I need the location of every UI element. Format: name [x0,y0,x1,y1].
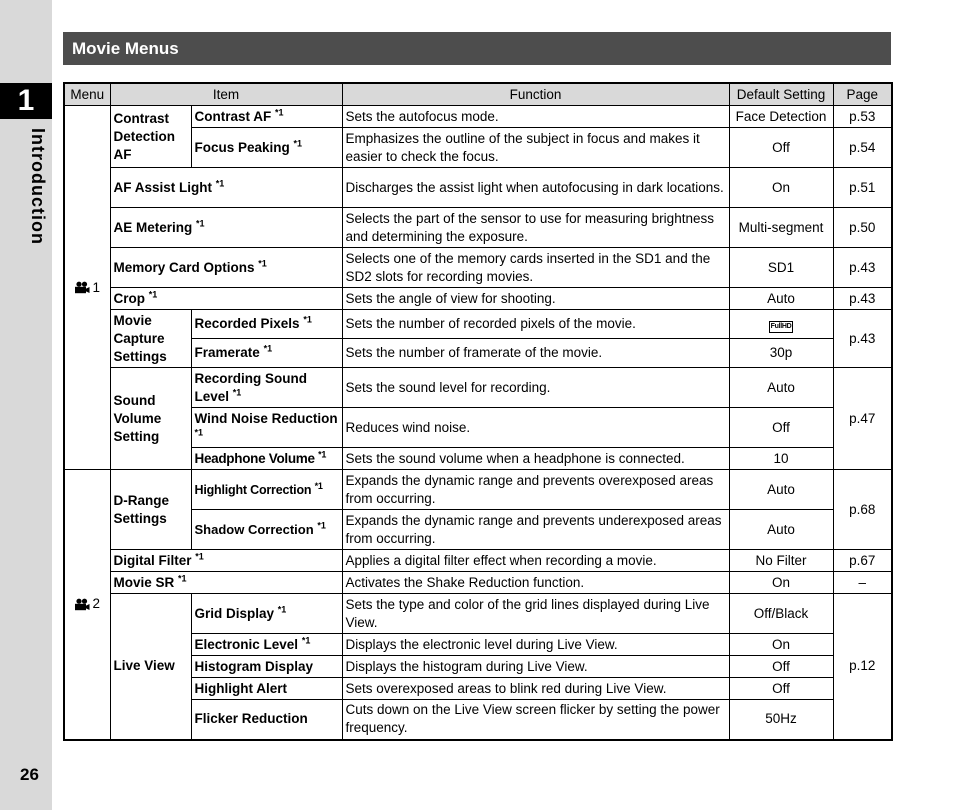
default-cell: Multi-segment [729,208,833,248]
function-cell: Sets the sound volume when a headphone is connected. [342,448,729,470]
default-cell: On [729,634,833,656]
item-cell [191,448,342,470]
item-label: Digital Filter [113,552,192,568]
default-cell: Off [729,128,833,168]
footnote-mark: *1 [317,520,326,531]
item-cell [191,408,342,448]
item-cell [191,656,342,678]
full-hd-icon: FullHD [769,321,794,333]
footnote-mark: *1 [318,449,327,459]
item-cell [191,339,342,368]
menu-cell-movie-1 [64,106,110,470]
item-label: Highlight Correction [194,482,312,497]
item-cell [191,470,342,510]
item-cell [110,288,342,310]
group-live-view: Live View [110,594,191,740]
item-label: Recorded Pixels [194,316,300,331]
default-cell: Off/Black [729,594,833,634]
default-cell: SD1 [729,248,833,288]
footnote-mark: *1 [303,314,312,325]
item-label: Memory Card Options [113,259,255,275]
default-cell: 10 [729,448,833,470]
footnote-mark: *1 [275,107,284,117]
item-label: Contrast AF [194,108,272,124]
function-cell: Sets the number of recorded pixels of the movie. [342,310,729,339]
function-cell: Cuts down on the Live View screen flicker by setting the power frequency. [342,700,729,740]
footnote-mark: *1 [263,343,273,354]
item-cell [191,634,342,656]
default-cell: Off [729,656,833,678]
function-cell: Sets the type and color of the grid lines displayed during Live View. [342,594,729,634]
page-cell: p.54 [833,128,892,168]
footnote-mark: *1 [148,289,158,299]
page-cell: p.53 [833,106,892,128]
item-label: AE Metering [113,219,193,235]
table-row [64,368,892,408]
default-cell: 30p [729,339,833,368]
default-cell: On [729,572,833,594]
table-row [64,248,892,288]
function-cell: Selects the part of the sensor to use for measuring brightness and determining the exposure. [342,208,729,248]
item-label: Histogram Display [194,658,314,674]
page-cell: p.68 [833,470,892,550]
default-cell: 50Hz [729,700,833,740]
table-row [64,594,892,634]
footnote-mark: *1 [277,604,287,614]
footnote-mark: *1 [178,573,187,583]
footnote-mark: *1 [293,138,303,148]
group-d-range: D-Range Settings [110,470,191,550]
function-cell: Selects one of the memory cards inserted in the SD1 and the SD2 slots for recording movies. [342,248,729,288]
table-row [64,208,892,248]
table-header-row [64,83,892,106]
header-menu: Menu [64,83,110,106]
page-cell: – [833,572,892,594]
item-label: Shadow Correction [194,521,314,537]
menu-number: 1 [92,279,100,295]
section-title: Movie Menus [63,32,891,65]
table-row [64,470,892,510]
page-cell: p.43 [833,288,892,310]
item-label: Recording Sound Level [194,370,307,404]
movie-camera-icon [74,281,90,294]
item-cell [110,550,342,572]
table-row [64,168,892,208]
page-cell: p.12 [833,594,892,740]
item-cell [191,510,342,550]
chapter-title: Introduction [28,128,48,245]
chapter-number: 1 [0,83,52,119]
default-cell: Auto [729,510,833,550]
item-label: Focus Peaking [194,139,290,155]
item-cell [191,128,342,168]
item-cell [191,678,342,700]
item-label: Wind Noise Reduction [194,410,338,426]
page-cell: p.47 [833,368,892,470]
page-number: 26 [20,765,39,784]
item-cell [191,368,342,408]
footnote-mark: *1 [196,218,205,228]
default-cell: Auto [729,288,833,310]
function-cell: Sets the autofocus mode. [342,106,729,128]
menu-cell-movie-2 [64,470,110,740]
function-cell: Sets the angle of view for shooting. [342,288,729,310]
item-cell [110,168,342,208]
function-cell: Emphasizes the outline of the subject in focus and makes it easier to check the focus. [342,128,729,168]
menu-number: 2 [92,596,100,612]
table-row [64,106,892,128]
default-cell: Face Detection [729,106,833,128]
function-cell: Discharges the assist light when autofocusing in dark locations. [342,168,729,208]
movie-camera-icon [74,598,90,611]
page-cell: p.43 [833,310,892,368]
item-label: AF Assist Light [113,179,213,195]
item-label: Highlight Alert [194,680,287,696]
table-row [64,310,892,339]
item-cell [110,248,342,288]
function-cell: Reduces wind noise. [342,408,729,448]
header-item: Item [110,83,342,106]
footnote-mark: *1 [258,258,267,268]
item-cell [110,208,342,248]
default-cell [729,310,833,339]
header-function: Function [342,83,729,106]
footnote-mark: *1 [314,480,323,491]
group-sound-volume: Sound Volume Setting [110,368,191,470]
header-page: Page [833,83,892,106]
function-cell: Sets overexposed areas to blink red during Live View. [342,678,729,700]
default-cell: Auto [729,470,833,510]
item-label: Flicker Reduction [194,711,308,727]
footnote-mark: *1 [215,178,225,188]
function-cell: Activates the Shake Reduction function. [342,572,729,594]
item-cell [191,594,342,634]
page-cell: p.50 [833,208,892,248]
group-contrast-af: Contrast Detection AF [110,106,191,168]
footnote-mark: *1 [194,427,204,437]
movie-menus-table [63,82,893,741]
item-label: Headphone Volume [194,450,315,466]
page-cell: p.67 [833,550,892,572]
header-default-setting: Default Setting [729,83,833,106]
function-cell: Applies a digital filter effect when recording a movie. [342,550,729,572]
default-cell: No Filter [729,550,833,572]
function-cell: Sets the sound level for recording. [342,368,729,408]
item-label: Crop [113,290,145,306]
default-cell: Auto [729,368,833,408]
page-cell: p.51 [833,168,892,208]
table-row [64,572,892,594]
footnote-mark: *1 [232,387,242,397]
item-cell [110,572,342,594]
footnote-mark: *1 [301,635,311,645]
default-cell: Off [729,408,833,448]
item-cell [191,700,342,740]
function-cell: Expands the dynamic range and prevents overexposed areas from occurring. [342,470,729,510]
function-cell: Displays the electronic level during Live View. [342,634,729,656]
item-cell [191,106,342,128]
table-row [64,550,892,572]
item-label: Framerate [194,345,260,360]
item-label: Electronic Level [194,636,299,652]
function-cell: Displays the histogram during Live View. [342,656,729,678]
item-label: Movie SR [113,574,175,590]
page-cell: p.43 [833,248,892,288]
item-label: Grid Display [194,605,275,621]
group-movie-capture: Movie Capture Settings [110,310,191,368]
item-cell [191,310,342,339]
default-cell: On [729,168,833,208]
footnote-mark: *1 [195,551,204,561]
function-cell: Sets the number of framerate of the movie. [342,339,729,368]
function-cell: Expands the dynamic range and prevents underexposed areas from occurring. [342,510,729,550]
default-cell: Off [729,678,833,700]
chapter-sidebar [0,0,52,810]
table-row [64,288,892,310]
